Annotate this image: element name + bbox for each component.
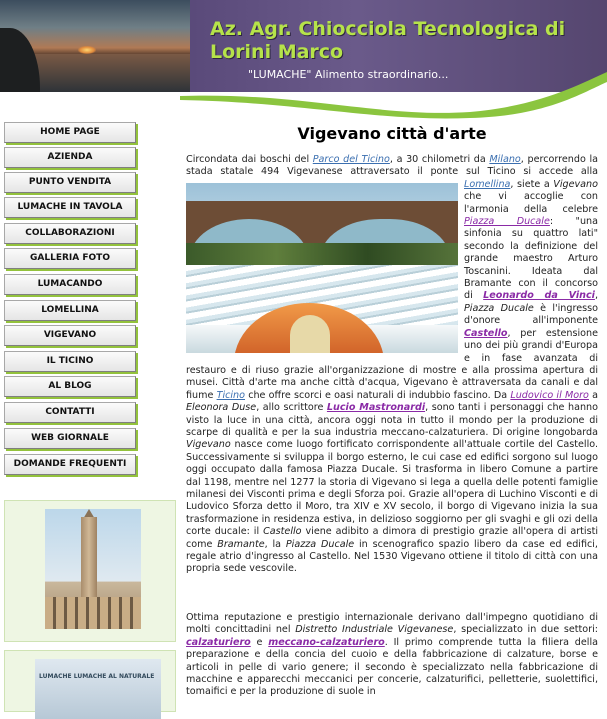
nav-vigevano[interactable]: VIGEVANO bbox=[4, 325, 136, 346]
text: , siete a bbox=[510, 178, 554, 190]
article-paragraph-1 bbox=[186, 154, 598, 576]
site-header bbox=[0, 0, 607, 118]
text: , a 30 chilometri da bbox=[389, 154, 490, 165]
nav-lumacando[interactable]: LUMACANDO bbox=[4, 274, 136, 295]
text: nasce come luogo fortificato corrispondente all'attuale cortile del Castello. Successivamente si sviluppa il borgo esterno, le cui case ed edifici sorgono sul luogo oggi occupato dalla famosa Piazza Ducale. Si trasforma in libero Comune a partire dal 1198, mentre nel 1277 la storia di Vigevano si lega a quella delle potenti famiglie milanesi dei Visconti prima e degli Sforza poi. Grazie all'opera di Luchino Visconti e di Ludovico Sforza detto il Moro, tra XIV e XV secolo, il borgo di Vigevano inizia la sua trasformazione in residenza estiva, in delizioso soggiorno per gli svaghi e gli ozi della corte ducale: il bbox=[186, 439, 598, 538]
nav-domande[interactable]: DOMANDE FREQUENTI bbox=[4, 454, 136, 475]
text: , bbox=[594, 290, 598, 302]
ticino-bridge-photo bbox=[186, 183, 458, 353]
text: in scenografico spazio libero da case ed edifici, regale atrio d'ingresso al Castello. Nel 1530 Vigevano ottiene il titolo di città con una propria sede vescovile. bbox=[186, 538, 598, 575]
text: : "una sinfonia su quattro lati" secondo la definizione del grande maestro Arturo Toscanini. Ideata dal Bramante con il concorso di bbox=[464, 216, 598, 302]
emphasis: Bramante bbox=[217, 538, 265, 550]
header-wave bbox=[0, 70, 607, 120]
sidebar-photo-box bbox=[4, 500, 176, 642]
text: che vi accoglie con l'armonia della celebre bbox=[464, 191, 598, 215]
text: , la bbox=[264, 538, 286, 550]
snail-product-label: LUMACHE LUMACHE AL NATURALE bbox=[39, 673, 155, 680]
link-ludovico[interactable]: Ludovico il Moro bbox=[510, 389, 589, 401]
nav-azienda[interactable]: AZIENDA bbox=[4, 147, 136, 168]
page-title: Vigevano città d'arte bbox=[297, 124, 487, 143]
text: , percorrendo la stada statale 494 Vigevanese attraversato il ponte bbox=[186, 154, 598, 178]
nav-lumache-tavola[interactable]: LUMACHE IN TAVOLA bbox=[4, 197, 136, 218]
sidebar-nav bbox=[0, 120, 180, 700]
text: è l'ingresso d'onore all'imponente bbox=[464, 302, 598, 327]
emphasis: Vigevano bbox=[186, 439, 231, 451]
emphasis: Distretto Industriale Vigevanese bbox=[295, 624, 454, 636]
emphasis: Piazza Ducale bbox=[285, 538, 355, 550]
link-leonardo[interactable]: Leonardo da Vinci bbox=[483, 290, 595, 302]
nav-web-giornale[interactable]: WEB GIORNALE bbox=[4, 428, 136, 449]
nav-contatti[interactable]: CONTATTI bbox=[4, 402, 136, 423]
nav-home[interactable]: HOME PAGE bbox=[4, 122, 136, 143]
snail-product-photo[interactable] bbox=[35, 659, 161, 719]
sunset-sun bbox=[78, 46, 96, 54]
link-parco-ticino[interactable]: Parco del Ticino bbox=[312, 154, 390, 165]
emphasis: Vigevano bbox=[553, 178, 598, 190]
article-paragraph-2 bbox=[186, 612, 598, 699]
text: a bbox=[588, 389, 599, 401]
nav-al-blog[interactable]: AL BLOG bbox=[4, 376, 136, 397]
nav-galleria-foto[interactable]: GALLERIA FOTO bbox=[4, 248, 136, 269]
text: sul Ticino si accede alla bbox=[465, 166, 598, 178]
nav-lomellina[interactable]: LOMELLINA bbox=[4, 300, 136, 321]
text: Circondata dai boschi del bbox=[186, 154, 313, 165]
link-ticino[interactable]: Ticino bbox=[216, 389, 245, 401]
nav-collaborazioni[interactable]: COLLABORAZIONI bbox=[4, 223, 136, 244]
link-meccano-calzaturiero[interactable]: meccano-calzaturiero bbox=[268, 636, 385, 648]
text: e bbox=[250, 636, 269, 648]
link-calzaturiero[interactable]: calzaturiero bbox=[186, 636, 251, 648]
sidebar-promo-box bbox=[4, 650, 176, 712]
tower-body bbox=[81, 517, 97, 609]
emphasis: Castello bbox=[263, 526, 302, 538]
link-piazza-ducale[interactable]: Piazza Ducale bbox=[464, 216, 550, 228]
kayak-deck bbox=[290, 315, 330, 353]
text: , allo scrittore bbox=[256, 402, 327, 414]
text: Ottima reputazione e prestigio internazionale derivano dall'impegno quotidiano di molti concittadini nel bbox=[186, 612, 598, 636]
site-title: Az. Agr. Chiocciola Tecnologica di Lorini Marco bbox=[210, 18, 566, 63]
nav-il-ticino[interactable]: IL TICINO bbox=[4, 351, 136, 372]
text: , sono tanti i personaggi che hanno visto la luce in una città, ancora oggi nota in tutto il mondo per la produzione di scarpe di qualità e per la sua industria meccano-calzaturiera. Di origine longobarda bbox=[186, 402, 598, 438]
vigevano-tower-photo[interactable] bbox=[45, 509, 141, 629]
text: che offre scorci e oasi naturali di indubbio fascino. Da bbox=[245, 389, 511, 401]
trees bbox=[186, 243, 458, 265]
link-castello[interactable]: Castello bbox=[464, 327, 508, 339]
site-subtitle: "LUMACHE" Alimento straordinario... bbox=[248, 68, 449, 81]
link-lomellina[interactable]: Lomellina bbox=[464, 178, 511, 190]
link-lucio-mastronardi[interactable]: Lucio Mastronardi bbox=[326, 402, 426, 414]
nav-punto-vendita[interactable]: PUNTO VENDITA bbox=[4, 172, 136, 193]
link-milano[interactable]: Milano bbox=[489, 154, 521, 165]
emphasis: Piazza Ducale bbox=[464, 302, 534, 314]
text: , specializzato in due settori: bbox=[453, 624, 598, 636]
text: viene adibito a dimora di prestigio grazie all'opera di artisti come bbox=[186, 526, 598, 550]
emphasis: Eleonora Duse bbox=[186, 402, 257, 414]
piazza-arcade bbox=[45, 597, 141, 629]
text: , per estensione uno dei più grandi d'Europa e in fase avanzata di restauro e di riuso grazie all'organizzazione di mostre e alla prossima apertura di musei. Città d'arte ma anche città d'acqua, Vigevano è attraversata da canali e dal fiume bbox=[186, 327, 598, 401]
text: . Il primo comprende tutta la filiera della preparazione e della concia del cuoio e della fabbricazione di calzature, borse e articoli in pelle di vario genere; il secondo è specializzato nella fabbricazione di macchine e apparecchi meccanici per concerie, calzaturifici, pelletterie, suolettifici, tomaifici e per la produzione di suole in bbox=[186, 636, 598, 698]
